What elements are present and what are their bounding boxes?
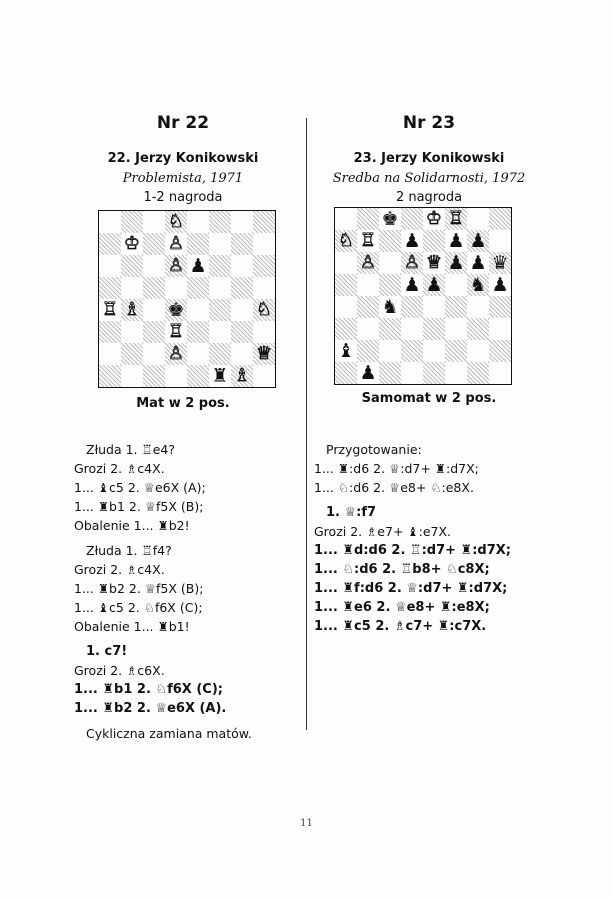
solution-line: 1. c7! (86, 644, 128, 659)
board-square (99, 299, 121, 321)
board-square (99, 211, 121, 233)
chess-piece: ♘ (255, 299, 273, 320)
board-square (467, 252, 489, 274)
board-square (121, 321, 143, 343)
board-square (253, 255, 275, 277)
board-square (253, 277, 275, 299)
board-square (423, 296, 445, 318)
board-square (253, 211, 275, 233)
board-square (489, 274, 511, 296)
chess-piece: ♔ (123, 233, 141, 254)
chess-piece: ♔ (425, 208, 443, 229)
board-square (379, 362, 401, 384)
board-square (165, 299, 187, 321)
board-square (231, 211, 253, 233)
board-square (467, 274, 489, 296)
chess-piece: ♟ (425, 273, 443, 296)
chess-piece: ♙ (167, 255, 185, 276)
board-square (357, 274, 379, 296)
board-square (335, 274, 357, 296)
author: 22. Jerzy Konikowski (107, 151, 259, 166)
board-square (209, 365, 231, 387)
board-square (99, 365, 121, 387)
solution-line: 1... ♝c5 2. ♘f6X (C); (74, 600, 203, 615)
solution-line: Przygotowanie: (326, 442, 422, 457)
board-square (253, 299, 275, 321)
chess-piece: ♟ (469, 229, 487, 252)
chess-piece: ♙ (167, 343, 185, 364)
board-square (165, 233, 187, 255)
solution-line: 1... ♜b1 2. ♘f6X (C); (74, 682, 223, 697)
board-square (379, 230, 401, 252)
board-square (445, 318, 467, 340)
solution-line: 1... ♝c5 2. ♕e6X (A); (74, 480, 206, 495)
solution-line: 1... ♜c5 2. ♗c7+ ♜:c7X. (314, 619, 487, 634)
solution-line: Grozi 2. ♗c4X. (74, 562, 165, 577)
chess-piece: ♘ (337, 230, 355, 251)
board-square (401, 230, 423, 252)
chess-piece: ♚ (381, 207, 399, 230)
board-square (357, 208, 379, 230)
board-square (357, 340, 379, 362)
chess-board (98, 210, 276, 388)
board-square (401, 340, 423, 362)
board-square (143, 233, 165, 255)
board-square (423, 274, 445, 296)
chess-piece: ♗ (123, 299, 141, 320)
chess-piece: ♞ (469, 273, 487, 296)
chess-piece: ♕ (425, 252, 443, 273)
board-square (467, 296, 489, 318)
chess-piece: ♟ (447, 251, 465, 274)
solution-line: 1... ♜b2 2. ♕f5X (B); (74, 581, 204, 596)
board-square (165, 365, 187, 387)
chess-piece: ♙ (167, 233, 185, 254)
board-square (423, 230, 445, 252)
solution-line: 1... ♜e6 2. ♕e8+ ♜:e8X; (314, 600, 490, 615)
board-square (209, 233, 231, 255)
board-square (423, 318, 445, 340)
page-number: 11 (300, 818, 313, 829)
board-square (357, 296, 379, 318)
board-square (121, 277, 143, 299)
chess-piece: ♛ (491, 251, 509, 274)
board-square (231, 233, 253, 255)
solution-line: 1. ♕:f7 (326, 505, 377, 520)
board-square (231, 321, 253, 343)
board-square (187, 255, 209, 277)
board-square (165, 255, 187, 277)
board-square (209, 343, 231, 365)
award: 1-2 nagroda (143, 190, 223, 205)
award: 2 nagroda (395, 190, 463, 205)
board-square (187, 299, 209, 321)
chess-piece: ♖ (167, 321, 185, 342)
board-square (335, 230, 357, 252)
board-square (209, 321, 231, 343)
solution-line: Złuda 1. ♖f4? (86, 543, 172, 558)
board-square (445, 208, 467, 230)
board-square (253, 233, 275, 255)
board-square (357, 318, 379, 340)
board-square (231, 255, 253, 277)
board-square (379, 252, 401, 274)
board-square (99, 343, 121, 365)
board-square (231, 299, 253, 321)
board-square (187, 233, 209, 255)
board-square (379, 318, 401, 340)
board-square (187, 343, 209, 365)
board-square (121, 299, 143, 321)
chess-piece: ♜ (211, 364, 229, 387)
chess-piece: ♟ (403, 273, 421, 296)
chess-piece: ♙ (403, 252, 421, 273)
board-square (335, 340, 357, 362)
board-square (121, 365, 143, 387)
solution-line: 1... ♜b1 2. ♕f5X (B); (74, 499, 204, 514)
solution (74, 440, 252, 743)
board-square (165, 343, 187, 365)
board-square (445, 362, 467, 384)
board-square (335, 318, 357, 340)
solution-line: Obalenie 1... ♜b1! (74, 619, 190, 634)
board-square (231, 277, 253, 299)
board-square (357, 230, 379, 252)
board-square (379, 274, 401, 296)
chess-piece: ♝ (337, 339, 355, 362)
solution-line: 1... ♜d:d6 2. ♖:d7+ ♜:d7X; (314, 543, 511, 558)
chess-board (334, 207, 512, 385)
board-square (121, 343, 143, 365)
board-square (165, 211, 187, 233)
board-square (209, 255, 231, 277)
board-square (253, 321, 275, 343)
board-square (143, 255, 165, 277)
solution-line: Grozi 2. ♗e7+ ♝:e7X. (314, 524, 451, 539)
chess-piece: ♕ (255, 343, 273, 364)
board-square (467, 230, 489, 252)
board-square (357, 362, 379, 384)
solution (314, 440, 511, 636)
board-square (253, 343, 275, 365)
board-square (445, 340, 467, 362)
board-square (187, 211, 209, 233)
chess-piece: ♟ (469, 251, 487, 274)
board-square (423, 252, 445, 274)
source: Sredba na Solidarnosti, 1972 (332, 171, 526, 186)
board-square (357, 252, 379, 274)
board-square (489, 362, 511, 384)
board-square (401, 362, 423, 384)
board-square (401, 274, 423, 296)
board-square (209, 211, 231, 233)
board-square (335, 362, 357, 384)
solution-line: 1... ♜:d6 2. ♕:d7+ ♜:d7X; (314, 461, 479, 476)
board-square (209, 277, 231, 299)
column-divider (306, 118, 307, 730)
solution-line: 1... ♜f:d6 2. ♕:d7+ ♜:d7X; (314, 581, 508, 596)
board-square (143, 321, 165, 343)
board-square (143, 343, 165, 365)
board-square (489, 318, 511, 340)
board-square (231, 365, 253, 387)
board-square (401, 318, 423, 340)
board-square (445, 296, 467, 318)
chess-piece: ♞ (381, 295, 399, 318)
chess-piece: ♟ (403, 229, 421, 252)
board-square (445, 230, 467, 252)
board-square (489, 296, 511, 318)
source: Problemista, 1971 (122, 171, 244, 186)
problem-number: Nr 22 (156, 113, 210, 133)
chess-piece: ♟ (189, 254, 207, 277)
board-square (121, 255, 143, 277)
board-square (231, 343, 253, 365)
board-square (187, 277, 209, 299)
board-square (165, 277, 187, 299)
solution-line: Złuda 1. ♖e4? (86, 442, 175, 457)
board-square (121, 211, 143, 233)
board-square (335, 296, 357, 318)
solution-line: 1... ♘:d6 2. ♕e8+ ♘:e8X. (314, 480, 474, 495)
solution-line: Cykliczna zamiana matów. (86, 726, 252, 741)
board-square (187, 321, 209, 343)
board-square (143, 365, 165, 387)
board-square (467, 318, 489, 340)
board-square (379, 208, 401, 230)
stipulation: Samomat w 2 pos. (361, 391, 497, 406)
stipulation: Mat w 2 pos. (136, 396, 230, 411)
board-square (379, 296, 401, 318)
solution-line: Grozi 2. ♗c4X. (74, 461, 165, 476)
board-square (143, 277, 165, 299)
board-square (209, 299, 231, 321)
board-square (99, 321, 121, 343)
board-square (467, 362, 489, 384)
solution-line: 1... ♘:d6 2. ♖b8+ ♘c8X; (314, 562, 490, 577)
chess-piece: ♟ (359, 361, 377, 384)
board-square (401, 252, 423, 274)
chess-piece: ♘ (167, 211, 185, 232)
board-square (99, 277, 121, 299)
board-square (401, 296, 423, 318)
board-square (423, 208, 445, 230)
board-square (489, 230, 511, 252)
board-square (335, 252, 357, 274)
board-square (165, 321, 187, 343)
chess-piece: ♟ (447, 229, 465, 252)
board-square (335, 208, 357, 230)
board-square (143, 299, 165, 321)
solution-line: Obalenie 1... ♜b2! (74, 518, 190, 533)
board-square (467, 340, 489, 362)
board-square (423, 340, 445, 362)
chess-piece: ♗ (233, 365, 251, 386)
board-square (121, 233, 143, 255)
board-square (489, 252, 511, 274)
board-square (445, 274, 467, 296)
board-square (423, 362, 445, 384)
board-square (99, 255, 121, 277)
chess-piece: ♖ (359, 230, 377, 251)
chess-piece: ♙ (359, 252, 377, 273)
problem-number: Nr 23 (402, 113, 456, 133)
board-square (489, 208, 511, 230)
solution-line: 1... ♜b2 2. ♕e6X (A). (74, 701, 227, 716)
chess-piece: ♚ (167, 298, 185, 321)
board-square (187, 365, 209, 387)
chess-piece: ♟ (491, 273, 509, 296)
board-square (379, 340, 401, 362)
board-square (445, 252, 467, 274)
board-square (489, 340, 511, 362)
board-square (401, 208, 423, 230)
board-square (467, 208, 489, 230)
board-square (253, 365, 275, 387)
board-square (143, 211, 165, 233)
solution-line: Grozi 2. ♗c6X. (74, 663, 165, 678)
chess-piece: ♖ (447, 208, 465, 229)
author: 23. Jerzy Konikowski (353, 151, 505, 166)
board-square (99, 233, 121, 255)
chess-piece: ♖ (101, 299, 119, 320)
